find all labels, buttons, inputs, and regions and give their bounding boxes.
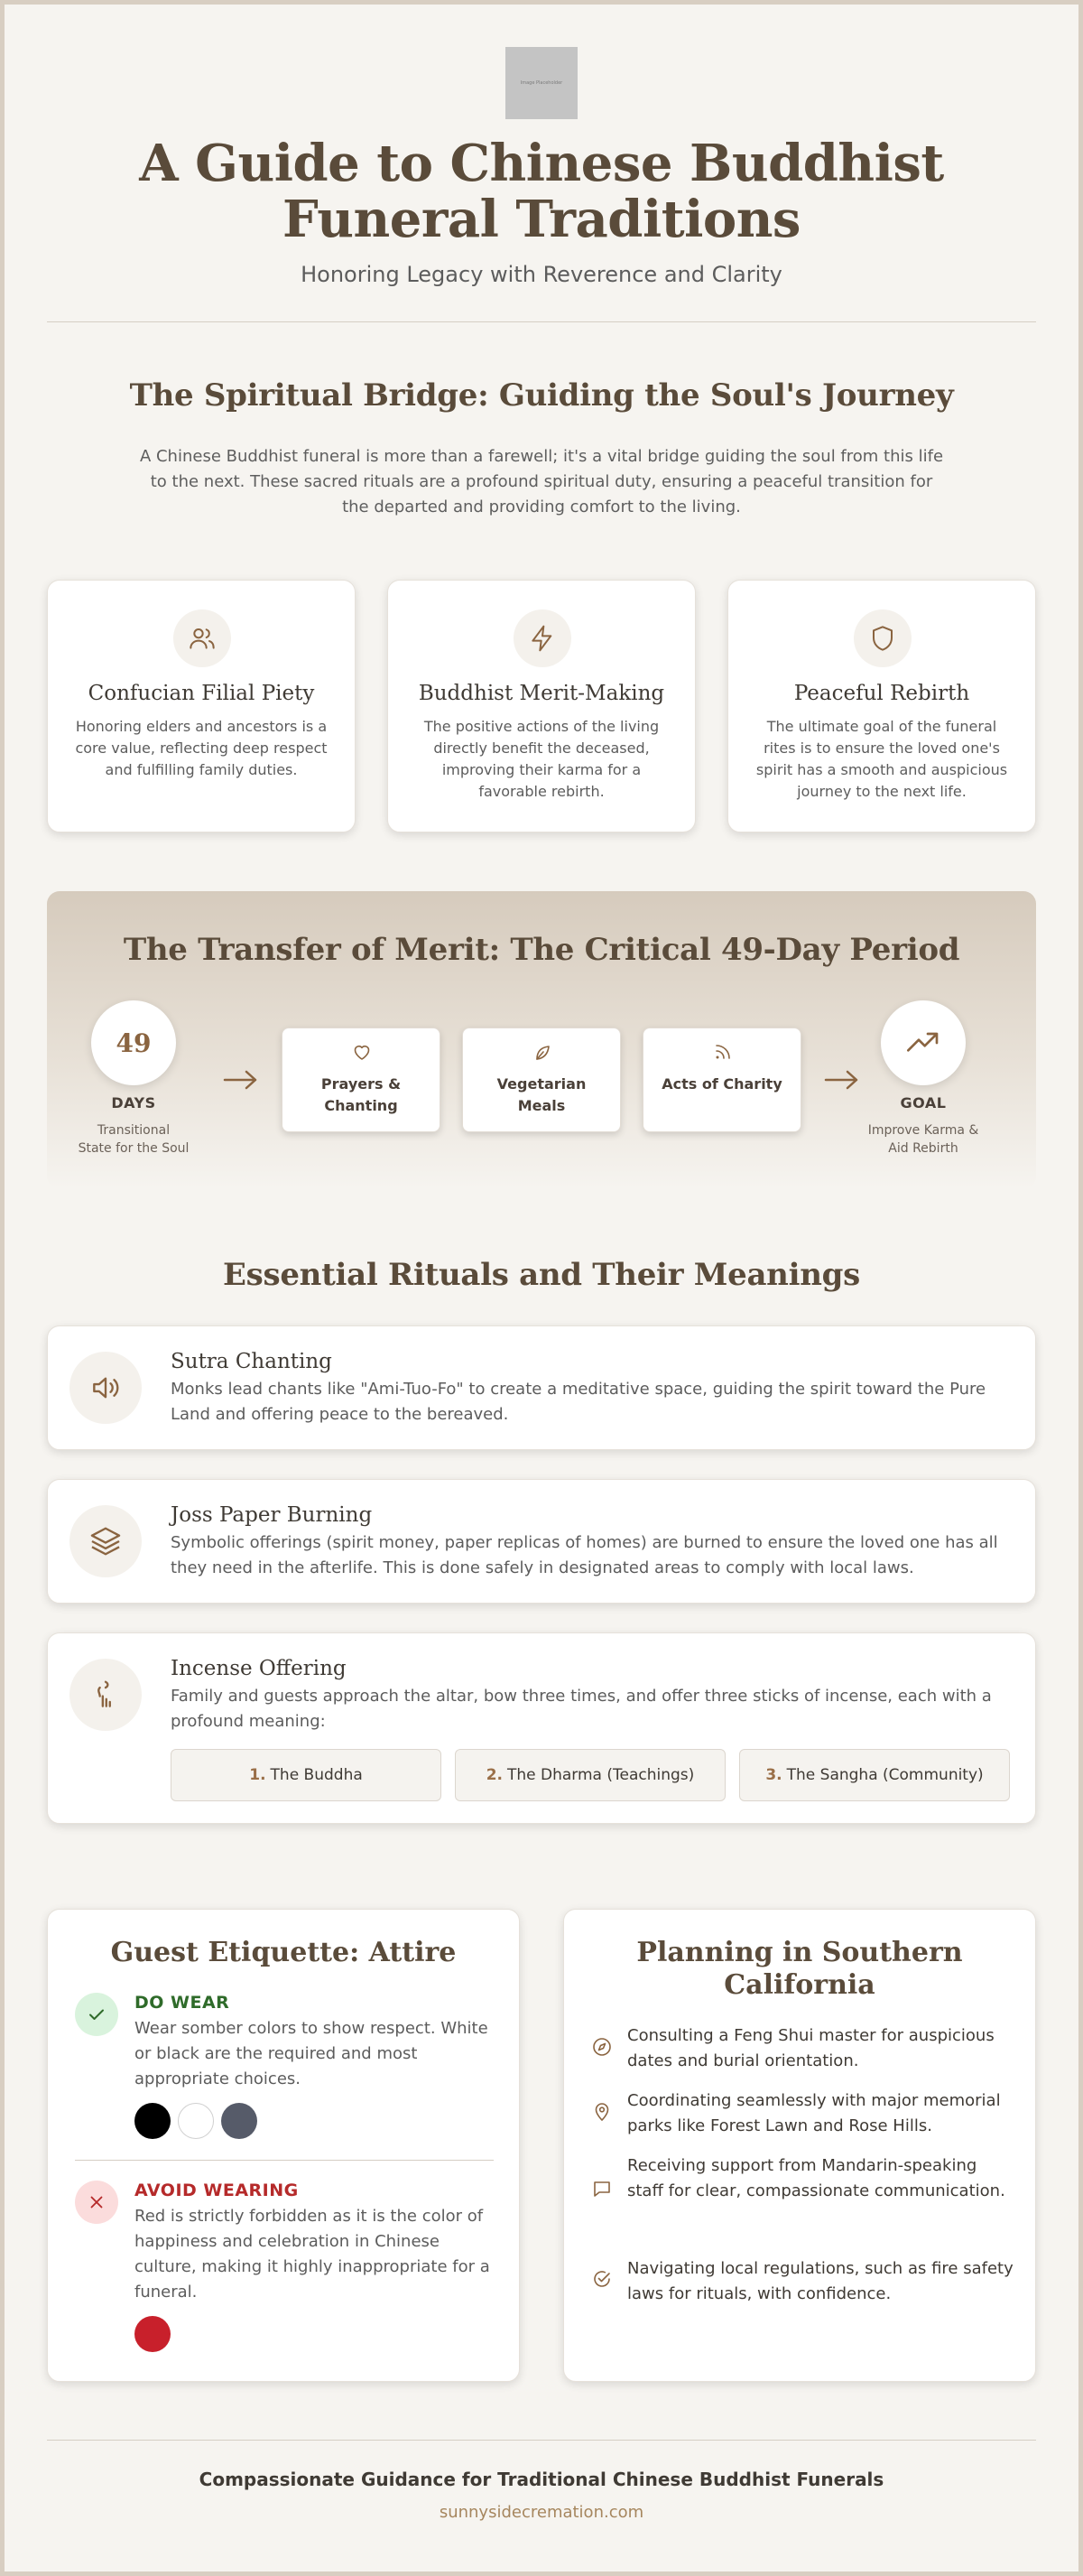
step-prayers-chanting: Prayers & Chanting bbox=[282, 1028, 440, 1132]
color-swatch-black bbox=[134, 2103, 171, 2139]
step-acts-of-charity: Acts of Charity bbox=[643, 1028, 801, 1132]
ritual-card-sutra-chanting bbox=[47, 1325, 1036, 1450]
speaker-icon bbox=[69, 1352, 142, 1424]
pillar-card-peaceful-rebirth bbox=[727, 580, 1036, 832]
trending-up-icon bbox=[905, 1025, 941, 1061]
ritual-title: Incense Offering bbox=[171, 1657, 347, 1680]
ritual-card-incense bbox=[47, 1632, 1036, 1824]
compass-icon bbox=[591, 2036, 613, 2058]
footer-website-link[interactable]: sunnysidecremation.com bbox=[439, 2503, 644, 2522]
etiquette-card bbox=[47, 1909, 520, 2382]
ritual-text: Family and guests approach the altar, bow three times, and offer three sticks of incense, each with a profound meaning: bbox=[171, 1687, 992, 1731]
ritual-text: Symbolic offerings (spirit money, paper replicas of homes) are burned to ensure the loved one has all they need in the afterlife. This is done safely in designated areas to comply with local laws. bbox=[171, 1533, 998, 1577]
pillar-card-filial-piety bbox=[47, 580, 356, 832]
planning-item: Navigating local regulations, such as fire safety laws for rituals, with confidence. bbox=[627, 2259, 1014, 2303]
layers-icon bbox=[69, 1505, 142, 1577]
page-title bbox=[47, 135, 1036, 247]
pillar-text: Honoring elders and ancestors is a core value, reflecting deep respect and fulfilling family duties. bbox=[75, 718, 328, 778]
ritual-card-joss-paper bbox=[47, 1479, 1036, 1604]
incense-icon bbox=[69, 1659, 142, 1731]
ritual-title: Joss Paper Burning bbox=[171, 1503, 373, 1527]
days-circle bbox=[91, 1000, 176, 1085]
rss-icon bbox=[712, 1041, 734, 1063]
do-wear-text: Wear somber colors to show respect. White or black are the required and most appropriate choices. bbox=[134, 2019, 488, 2088]
color-swatch-red bbox=[134, 2316, 171, 2352]
map-pin-icon bbox=[591, 2101, 613, 2123]
goal-sublabel: Improve Karma & Aid Rebirth bbox=[867, 1123, 979, 1156]
avoid-wearing-text: Red is strictly forbidden as it is the color of happiness and celebration in Chinese culture, making it highly inappropriate for a funeral. bbox=[134, 2207, 490, 2302]
avoid-wearing-title: AVOID WEARING bbox=[134, 2181, 299, 2200]
message-icon bbox=[591, 2178, 613, 2199]
planning-item: Consulting a Feng Shui master for auspicious dates and burial orientation. bbox=[627, 2026, 995, 2070]
close-icon bbox=[75, 2181, 118, 2224]
incense-meaning-item: 1. The Buddha bbox=[171, 1749, 441, 1801]
pillar-title: Peaceful Rebirth bbox=[793, 682, 970, 705]
divider bbox=[47, 321, 1036, 322]
page-subtitle: Honoring Legacy with Reverence and Clarity bbox=[301, 262, 782, 287]
divider bbox=[47, 2440, 1036, 2441]
lightning-icon bbox=[514, 609, 571, 667]
section-heading-merit: The Transfer of Merit: The Critical 49-Day Period bbox=[123, 932, 960, 968]
days-label: DAYS bbox=[111, 1094, 156, 1111]
ritual-text: Monks lead chants like "Ami-Tuo-Fo" to create a meditative space, guiding the spirit toward the Pure Land and offering peace to the bereaved. bbox=[171, 1380, 986, 1424]
pillar-title: Buddhist Merit-Making bbox=[418, 682, 665, 705]
arrow-right-icon bbox=[823, 1067, 861, 1093]
planning-card bbox=[563, 1909, 1036, 2382]
step-vegetarian-meals: Vegetarian Meals bbox=[462, 1028, 621, 1132]
goal-label: GOAL bbox=[900, 1094, 947, 1111]
intro-paragraph: A Chinese Buddhist funeral is more than a farewell; it's a vital bridge guiding the soul from this life to the next. These sacred rituals are a profound spiritual duty, ensuring a peaceful transition for the departed and providing comfort to the living. bbox=[139, 447, 944, 516]
section-heading-spiritual-bridge: The Spiritual Bridge: Guiding the Soul's Journey bbox=[129, 377, 954, 414]
color-swatch-white bbox=[178, 2103, 214, 2139]
pillar-card-merit-making bbox=[387, 580, 696, 832]
footer-title: Compassionate Guidance for Traditional Chinese Buddhist Funerals bbox=[199, 2469, 884, 2490]
check-circle-icon bbox=[591, 2268, 613, 2290]
planning-heading: Planning in Southern California bbox=[636, 1937, 963, 2001]
page-title-line1: A Guide to Chinese Buddhist bbox=[139, 134, 944, 193]
users-icon bbox=[173, 609, 231, 667]
planning-item: Receiving support from Mandarin-speaking staff for clear, compassionate communication. bbox=[627, 2156, 1005, 2200]
page-title-line2: Funeral Traditions bbox=[282, 190, 801, 249]
goal-circle bbox=[881, 1000, 966, 1085]
color-swatch-gray bbox=[221, 2103, 257, 2139]
arrow-right-icon bbox=[222, 1067, 260, 1093]
leaf-icon bbox=[532, 1041, 553, 1063]
days-sublabel: Transitional State for the Soul bbox=[78, 1123, 190, 1156]
do-wear-title: DO WEAR bbox=[134, 1993, 230, 2013]
heart-icon bbox=[351, 1041, 373, 1063]
pillar-text: The ultimate goal of the funeral rites is to ensure the loved one's spirit has a smooth and auspicious journey to the next life. bbox=[755, 718, 1008, 800]
ritual-title: Sutra Chanting bbox=[171, 1350, 332, 1373]
pillar-text: The positive actions of the living directly benefit the deceased, improving their karma for a favorable rebirth. bbox=[423, 718, 660, 800]
check-icon bbox=[75, 1993, 118, 2036]
section-heading-rituals: Essential Rituals and Their Meanings bbox=[223, 1257, 860, 1293]
incense-meaning-item: 2. The Dharma (Teachings) bbox=[455, 1749, 726, 1801]
shield-icon bbox=[854, 609, 912, 667]
incense-meaning-item: 3. The Sangha (Community) bbox=[739, 1749, 1010, 1801]
days-number: 49 bbox=[116, 1028, 152, 1058]
etiquette-heading: Guest Etiquette: Attire bbox=[110, 1937, 457, 1968]
logo-image: Image Placeholder bbox=[505, 47, 578, 119]
planning-item: Coordinating seamlessly with major memorial parks like Forest Lawn and Rose Hills. bbox=[627, 2091, 1001, 2135]
pillar-title: Confucian Filial Piety bbox=[88, 682, 315, 705]
divider bbox=[75, 2160, 494, 2161]
